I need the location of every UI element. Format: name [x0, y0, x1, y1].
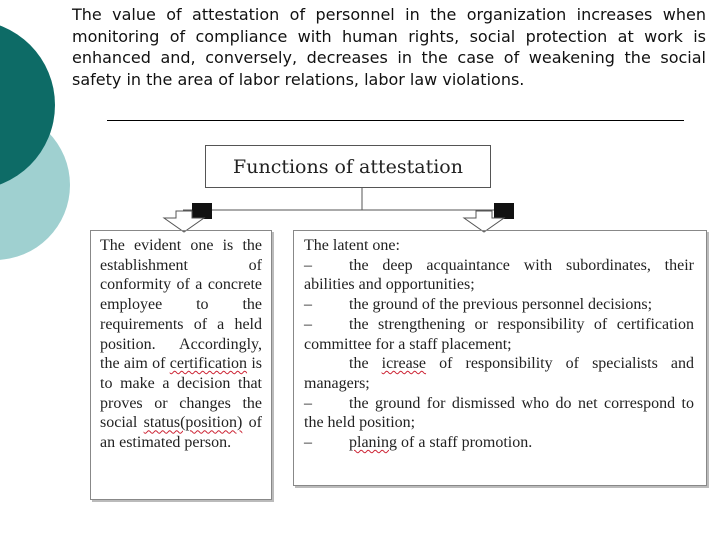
latent-function-box	[293, 230, 707, 486]
diagram-title: Functions of attestation	[233, 155, 463, 178]
latent-item: the icrease of responsibility of specialists and managers;	[304, 355, 695, 392]
latent-item: – the strengthening or responsibility of certification committee for a staff placement;	[304, 315, 694, 353]
right-arrow-shadow	[494, 203, 514, 219]
evident-text-2: is to make a decision that proves or changes the social	[100, 355, 262, 432]
intro-paragraph: The value of attestation of personnel in the organization increases when monitoring of compliance with human rights, social protection at work is enhanced and, conversely, decreases in the case of weakening the social safety in the area of labor relations, labor law violations.	[72, 5, 706, 89]
evident-text-3: of an estimated person.	[100, 414, 262, 452]
evident-text-wavy-1: certification	[169, 355, 248, 373]
left-arrow-shadow	[192, 203, 212, 219]
evident-text-wavy-2: status(position)	[143, 414, 243, 432]
latent-item: – the deep acquaintance with subordinates, their abilities and opportunities;	[304, 256, 694, 294]
latent-heading: The latent one:	[304, 237, 400, 254]
evident-function-box	[90, 230, 272, 500]
latent-item: – the ground of the previous personnel decisions;	[304, 296, 653, 314]
latent-item: – the ground for dismissed who do net correspond to the held position;	[304, 394, 694, 432]
latent-item: – planing of a staff promotion.	[304, 434, 533, 452]
evident-text-1: The evident one is the establishment of conformity of a concrete employee to the requirements of a held position. Accordingly, the aim of	[100, 237, 262, 373]
